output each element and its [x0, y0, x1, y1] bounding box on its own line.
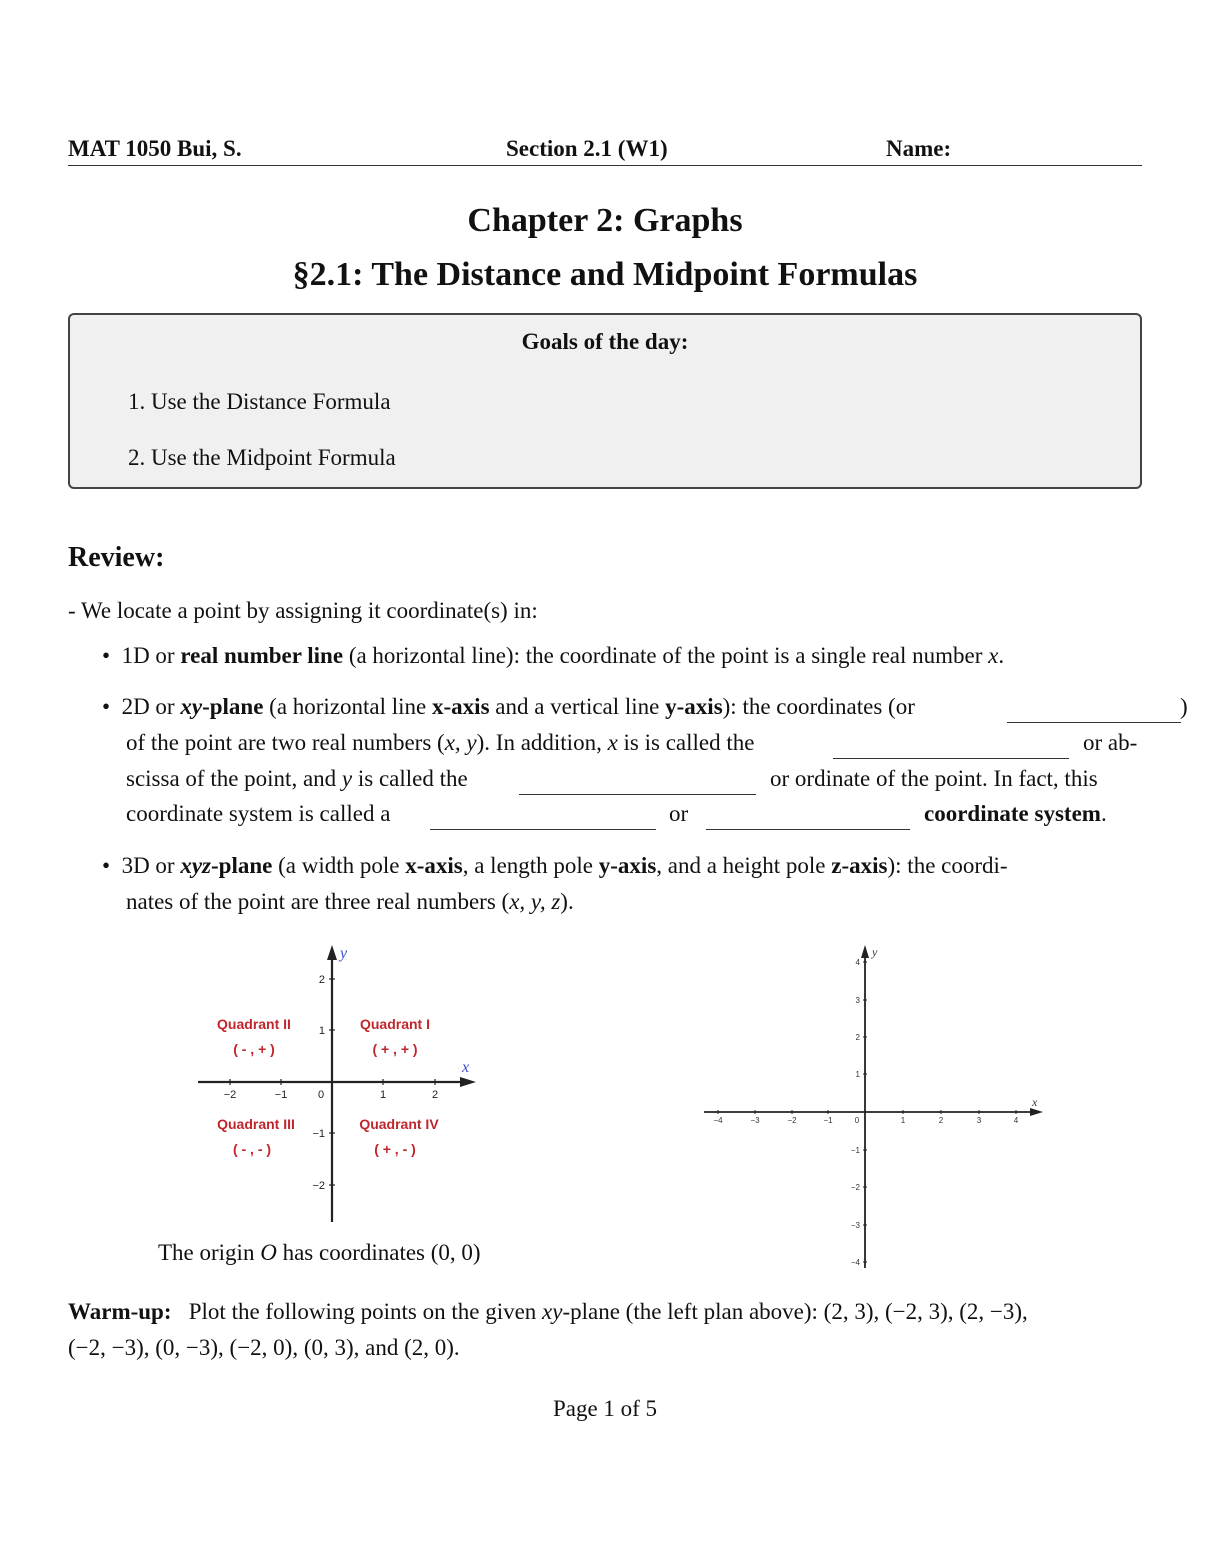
x-tick: 0 [317, 1089, 325, 1101]
y-tick: 2 [318, 974, 325, 986]
quadrant-3-signs: ( - , - ) [232, 1141, 272, 1157]
quadrant-diagram [190, 940, 490, 1230]
x-tick: 1 [900, 1116, 906, 1125]
course-label: MAT 1050 Bui, S. [68, 136, 242, 161]
y-axis-label: y [340, 945, 348, 962]
goals-box [68, 313, 1142, 489]
name-label: Name: [886, 136, 952, 161]
warmup-line1: Warm-up: Plot the following points on the given xy-plane (the left plan above): (2, 3), (−2, 3), (2, −3), [68, 1299, 1028, 1324]
bullet-dot: • [102, 694, 111, 719]
warmup-label: Warm-up: [68, 1299, 172, 1324]
x-tick: −3 [750, 1116, 760, 1125]
x-axis-label: x [1032, 1095, 1038, 1109]
review-heading: Review: [68, 542, 165, 573]
x-tick: −1 [823, 1116, 833, 1125]
bullet-dot: • [102, 853, 111, 878]
x-tick: 2 [431, 1089, 439, 1101]
blank-coordinates-alt[interactable] [1007, 700, 1181, 723]
quadrant-4-label: Quadrant IV [359, 1116, 439, 1132]
blank-system-name-1[interactable] [430, 807, 656, 830]
x-tick: 0 [854, 1116, 860, 1125]
x-axis-label: x [462, 1059, 470, 1076]
x-tick: 3 [976, 1116, 982, 1125]
goal-item-2: 2. Use the Midpoint Formula [128, 445, 396, 470]
quadrant-2-signs: ( - , + ) [233, 1041, 275, 1057]
bullet-dot: • [102, 643, 111, 668]
y-tick: 1 [855, 1070, 860, 1079]
page-number: Page 1 of 5 [552, 1396, 658, 1421]
y-tick: −3 [850, 1221, 860, 1230]
goals-title: Goals of the day: [521, 329, 689, 354]
chapter-title: Chapter 2: Graphs [467, 202, 743, 239]
quadrant-4-signs: ( + , - ) [374, 1141, 416, 1157]
x-tick: 4 [1013, 1116, 1019, 1125]
y-tick: −2 [850, 1183, 860, 1192]
quadrant-1-label: Quadrant I [359, 1016, 431, 1032]
y-tick: 2 [855, 1033, 860, 1042]
x-tick: 2 [938, 1116, 944, 1125]
x-tick: −2 [787, 1116, 797, 1125]
warmup-line2: (−2, −3), (0, −3), (−2, 0), (0, 3), and (2, 0). [68, 1335, 460, 1360]
bullet-2d-line2: of the point are two real numbers (x, y). In addition, x is is called the [126, 730, 755, 755]
header-rule [68, 165, 1142, 166]
y-tick: 4 [855, 958, 860, 967]
goal-item-1: 1. Use the Distance Formula [128, 389, 391, 414]
x-tick: 1 [379, 1089, 387, 1101]
y-tick: 1 [318, 1025, 325, 1037]
review-intro: - We locate a point by assigning it coordinate(s) in: [68, 598, 538, 623]
bullet-3d-line1: • 3D or xyz-plane (a width pole x-axis, a length pole y-axis, and a height pole z-axis): the coordi- [102, 853, 1008, 878]
bullet-2d-line1: • 2D or xy-plane (a horizontal line x-axis and a vertical line y-axis): the coordinates (or [102, 694, 915, 719]
blank-x-coordinate[interactable] [833, 736, 1069, 759]
y-axis-label: y [872, 945, 878, 959]
y-tick: −1 [312, 1128, 325, 1140]
quadrant-3-label: Quadrant III [217, 1116, 295, 1132]
y-tick: −4 [850, 1258, 860, 1267]
blank-y-coordinate[interactable] [519, 772, 756, 795]
bullet-1d: • 1D or real number line (a horizontal line): the coordinate of the point is a single real number x. [102, 643, 1005, 668]
blank-system-name-2[interactable] [706, 807, 910, 830]
section-label: Section 2.1 (W1) [506, 136, 668, 161]
bullet-3d-line2: nates of the point are three real numbers (x, y, z). [126, 889, 574, 914]
blank-xy-plane[interactable] [700, 940, 1050, 1270]
bullet-2d-line4: coordinate system is called a [126, 801, 391, 826]
x-tick: −1 [274, 1089, 288, 1101]
origin-caption: The origin O has coordinates (0, 0) [158, 1240, 481, 1265]
y-tick: 3 [855, 996, 860, 1005]
bullet-2d-line3: scissa of the point, and y is called the [126, 766, 468, 791]
quadrant-1-signs: ( + , + ) [372, 1041, 418, 1057]
x-tick: −4 [713, 1116, 723, 1125]
x-tick: −2 [223, 1089, 237, 1101]
quadrant-2-label: Quadrant II [217, 1016, 291, 1032]
y-tick: −2 [312, 1180, 325, 1192]
section-title: §2.1: The Distance and Midpoint Formulas [292, 256, 918, 293]
y-tick: −1 [850, 1146, 860, 1155]
